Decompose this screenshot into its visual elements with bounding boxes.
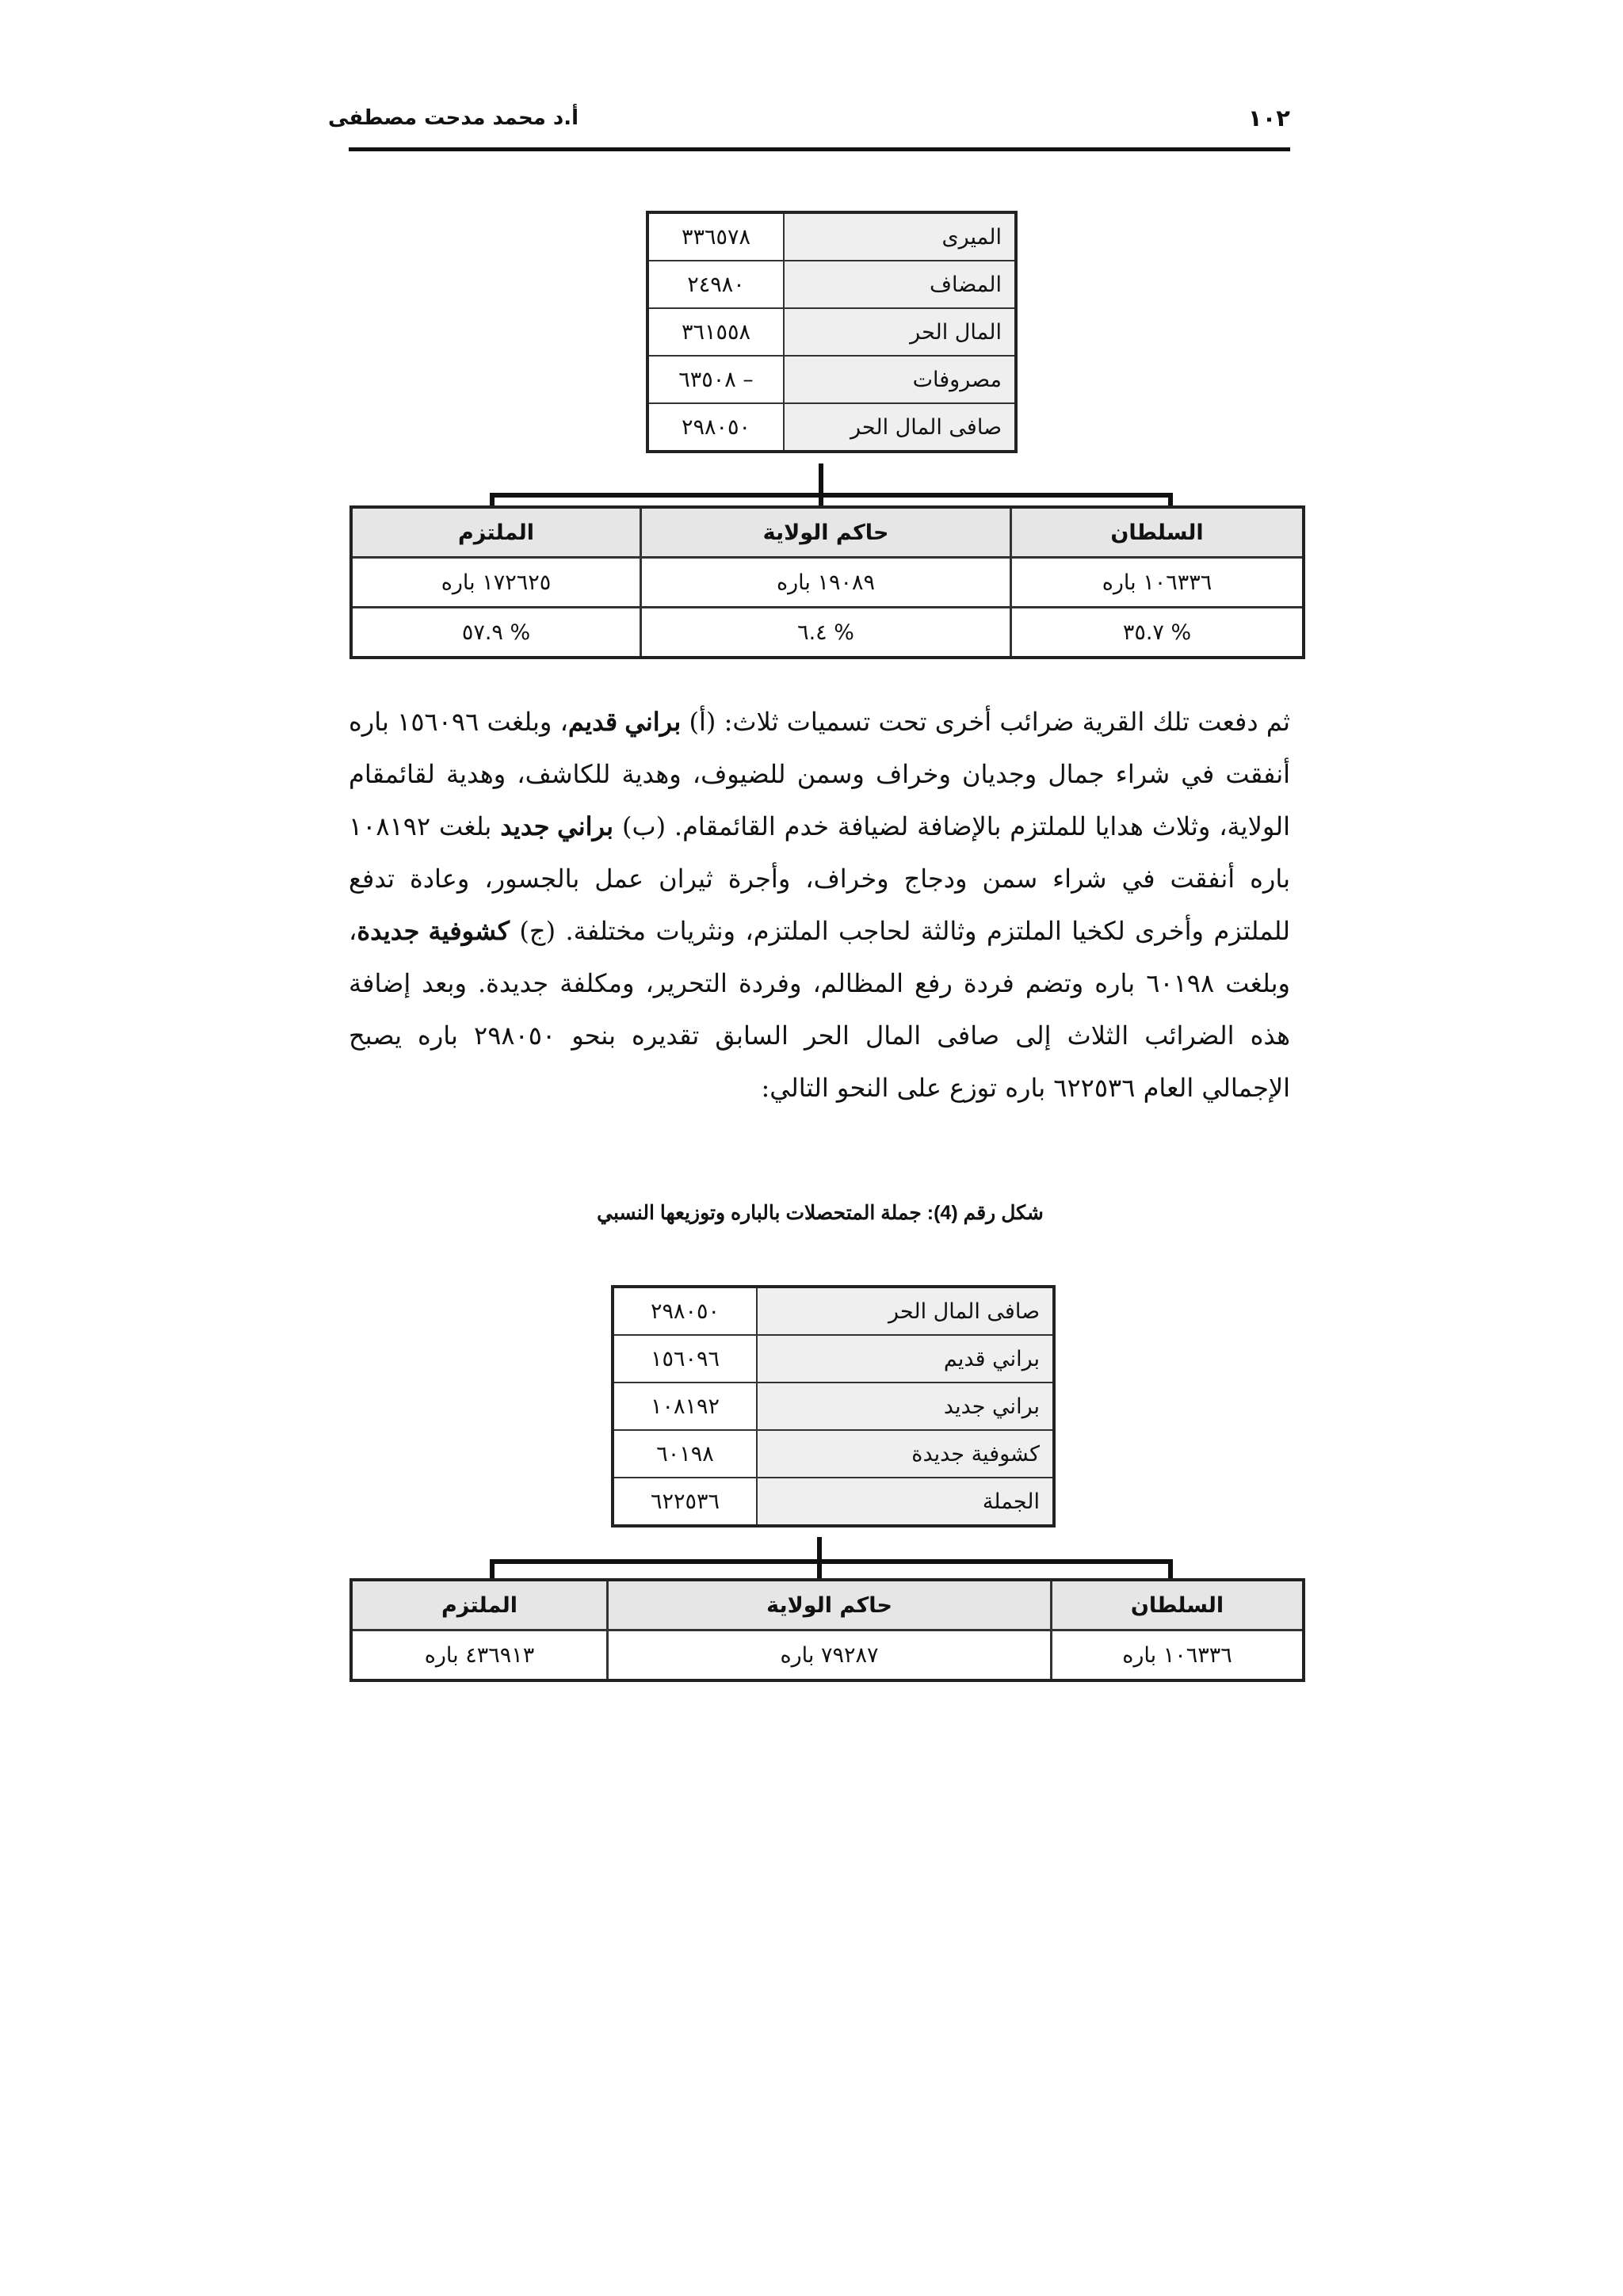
col-header-sultan: السلطان — [1052, 1580, 1304, 1630]
row-label: كشوفية جديدة — [757, 1430, 1054, 1478]
col-header-multazim: الملتزم — [351, 1580, 608, 1630]
table-row — [613, 1335, 1054, 1383]
term-bold: براني قديم — [567, 707, 682, 736]
row-label: صافى المال الحر — [757, 1287, 1054, 1335]
row-value: ٦٠١٩٨ — [613, 1430, 757, 1478]
row-label: الجملة — [757, 1478, 1054, 1526]
table-row — [351, 608, 1304, 658]
table-row — [647, 308, 1016, 356]
col-header-sultan: السلطان — [1011, 507, 1304, 558]
row-value: ٢٩٨٠٥٠ — [647, 403, 784, 452]
table-row — [613, 1287, 1054, 1335]
row-label: براني جديد — [757, 1383, 1054, 1430]
table-row — [613, 1383, 1054, 1430]
table-row — [351, 558, 1304, 608]
row-value: ٢٩٨٠٥٠ — [613, 1287, 757, 1335]
table-row — [613, 1430, 1054, 1478]
row-label: الميرى — [784, 212, 1016, 261]
amount-cell: ١٧٢٦٢٥ باره — [351, 558, 641, 608]
row-label: صافى المال الحر — [784, 403, 1016, 452]
row-value: ١٥٦٠٩٦ — [613, 1335, 757, 1383]
body-text: بلغت ١٠٨١٩٢ باره أنفقت في شراء سمن ودجاج وخراف، وأجرة ثيران عمل بالجسور، وعادة تدفع للملتزم وأخرى لكخيا الملتزم وثالثة لحاجب الملتزم، ونثريات مختلفة. (ج) — [349, 811, 1291, 946]
row-value: – ٦٣٥٠٨ — [647, 356, 784, 403]
figure-caption: شكل رقم (4): جملة المتحصلات بالباره وتوزيعها النسبي — [597, 1202, 1044, 1224]
table-row — [351, 1630, 1304, 1681]
amount-cell: ٤٣٦٩١٣ باره — [351, 1630, 608, 1681]
row-label: براني قديم — [757, 1335, 1054, 1383]
table-row — [647, 261, 1016, 308]
connector-bar — [490, 1559, 1173, 1564]
col-header-governor: حاكم الولاية — [641, 507, 1011, 558]
table-header-row — [351, 507, 1304, 558]
totals-distribution-table — [349, 1578, 1305, 1682]
body-text: ، وبلغت ١٥٦٠٩٦ باره أنفقت في شراء جمال وجديان وخراف وسمن للضيوف، وهدية للكاشف، وهدية لقائمقام الولاية، وثلاث هدايا للملتزم بالإضافة لضيافة خدم القائمقام. (ب) — [349, 707, 1291, 841]
body-text: ثم دفعت تلك القرية ضرائب أخرى تحت تسميات ثلاث: (أ) — [689, 707, 1291, 737]
col-header-multazim: الملتزم — [351, 507, 641, 558]
row-value: ٣٦١٥٥٨ — [647, 308, 784, 356]
connector-stem — [817, 1537, 822, 1562]
row-label: المال الحر — [784, 308, 1016, 356]
row-label: مصروفات — [784, 356, 1016, 403]
body-paragraph — [349, 696, 1290, 1114]
row-value: ٣٣٦٥٧٨ — [647, 212, 784, 261]
table-row — [647, 212, 1016, 261]
page-number: ١٠٢ — [1247, 105, 1290, 132]
term-bold: براني جديد — [500, 812, 614, 841]
col-header-governor: حاكم الولاية — [608, 1580, 1052, 1630]
connector-bar — [490, 493, 1173, 498]
table-row — [647, 403, 1016, 452]
totals-table — [611, 1285, 1056, 1527]
amount-cell: ١٩٠٨٩ باره — [641, 558, 1011, 608]
row-value: ٢٤٩٨٠ — [647, 261, 784, 308]
header-rule — [349, 147, 1290, 151]
table-row — [647, 356, 1016, 403]
percent-cell: % ٦.٤ — [641, 608, 1011, 658]
table-header-row — [351, 1580, 1304, 1630]
row-label: المضاف — [784, 261, 1016, 308]
term-bold: كشوفية جديدة — [357, 917, 510, 945]
row-value: ٦٢٢٥٣٦ — [613, 1478, 757, 1526]
distribution-table — [349, 505, 1305, 659]
percent-cell: % ٣٥.٧ — [1011, 608, 1304, 658]
body-text: ، وبلغت ٦٠١٩٨ باره وتضم فردة رفع المظالم، وفردة التحرير، ومكلفة جديدة. وبعد إضافة هذه الضرائب الثلاث إلى صافى المال الحر السابق تقديره بنحو ٢٩٨٠٥٠ باره يصبح الإجمالي العام ٦٢٢٥٣٦ باره توزع على النحو التالي: — [349, 916, 1291, 1103]
table-row — [613, 1478, 1054, 1526]
percent-cell: % ٥٧.٩ — [351, 608, 641, 658]
amount-cell: ١٠٦٣٣٦ باره — [1011, 558, 1304, 608]
row-value: ١٠٨١٩٢ — [613, 1383, 757, 1430]
amount-cell: ١٠٦٣٣٦ باره — [1052, 1630, 1304, 1681]
revenue-table — [646, 211, 1018, 453]
running-header-author: أ.د محمد مدحت مصطفى — [327, 106, 579, 130]
amount-cell: ٧٩٢٨٧ باره — [608, 1630, 1052, 1681]
connector-stem — [819, 463, 823, 495]
